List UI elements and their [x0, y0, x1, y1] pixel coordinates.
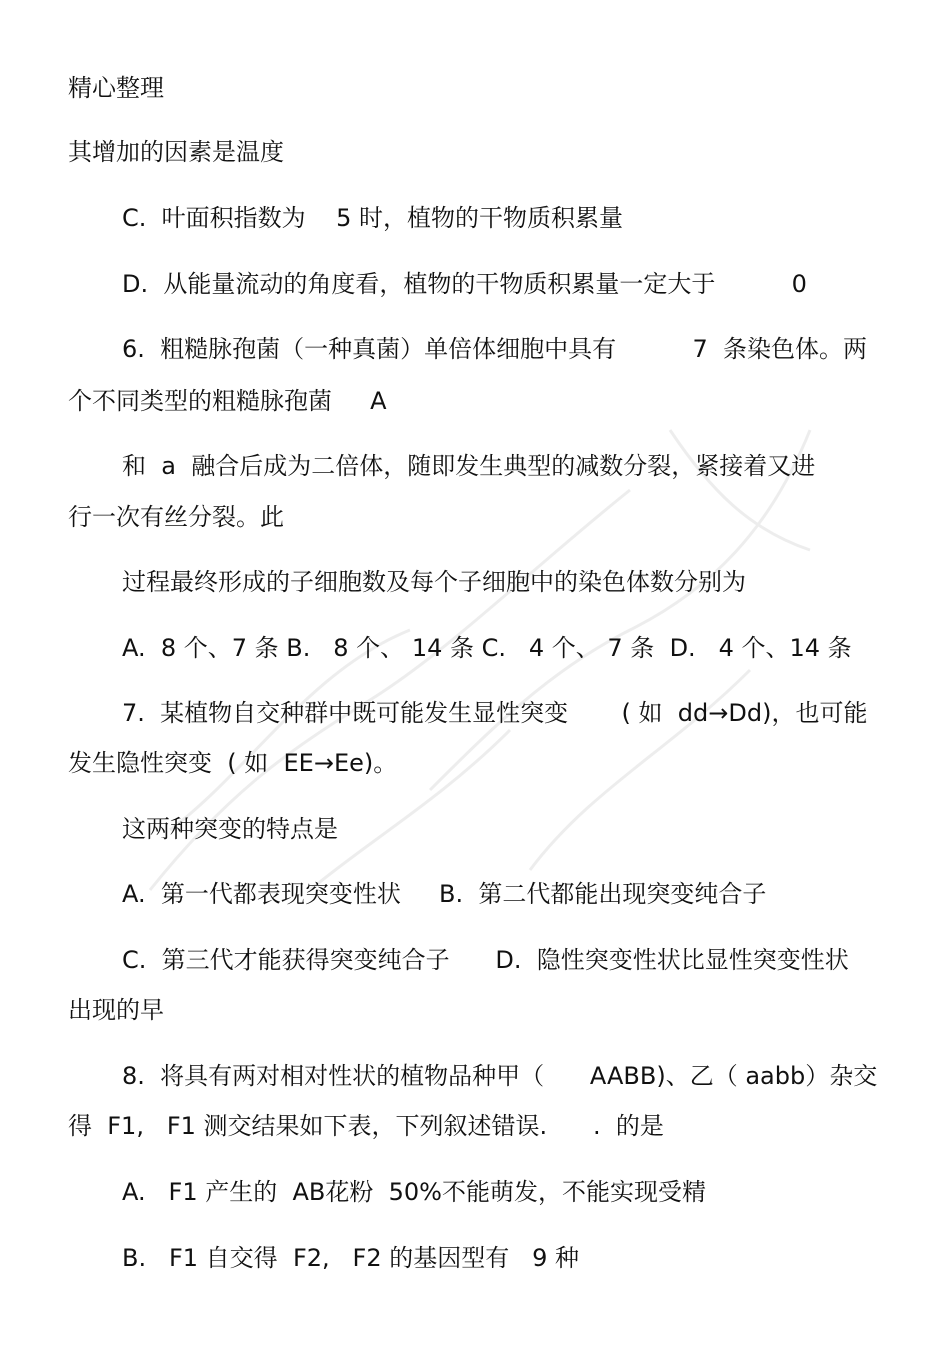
- text-line: 8. 将具有两对相对性状的植物品种甲（ AABB)、乙（ aabb）杂交: [122, 1062, 878, 1090]
- text-line: 和 a 融合后成为二倍体，随即发生典型的减数分裂，紧接着又进: [122, 452, 816, 480]
- page-header: 精心整理: [68, 74, 164, 102]
- text-line: 6. 粗糙脉孢菌（一种真菌）单倍体细胞中具有 7 条染色体。两: [122, 335, 867, 363]
- text-line: 7. 某植物自交种群中既可能发生显性突变 ( 如 dd→Dd)，也可能: [122, 699, 868, 727]
- text-line: C. 叶面积指数为 5 时，植物的干物质积累量: [122, 204, 624, 232]
- text-line: C. 第三代才能获得突变纯合子 D. 隐性突变性状比显性突变性状: [122, 946, 849, 974]
- text-line: 其增加的因素是温度: [68, 138, 284, 166]
- text-line: 个不同类型的粗糙脉孢菌 A: [68, 387, 387, 415]
- text-line: D. 从能量流动的角度看，植物的干物质积累量一定大于 0: [122, 270, 807, 298]
- text-line: 出现的早: [68, 996, 164, 1024]
- text-line: 得 F1, F1 测交结果如下表，下列叙述错误. . 的是: [68, 1112, 664, 1140]
- text-line: A. 第一代都表现突变性状 B. 第二代都能出现突变纯合子: [122, 880, 767, 908]
- text-line: A. F1 产生的 AB花粉 50%不能萌发，不能实现受精: [122, 1178, 706, 1206]
- text-line: 过程最终形成的子细胞数及每个子细胞中的染色体数分别为: [122, 568, 746, 596]
- text-line: 这两种突变的特点是: [122, 815, 338, 843]
- text-line: B. F1 自交得 F2, F2 的基因型有 9 种: [122, 1244, 580, 1272]
- text-line: 行一次有丝分裂。此: [68, 503, 284, 531]
- text-line: A. 8 个、7 条 B. 8 个、 14 条 C. 4 个、 7 条 D. 4 个、14 条: [122, 634, 852, 662]
- text-line: 发生隐性突变 ( 如 EE→Ee)。: [68, 749, 398, 777]
